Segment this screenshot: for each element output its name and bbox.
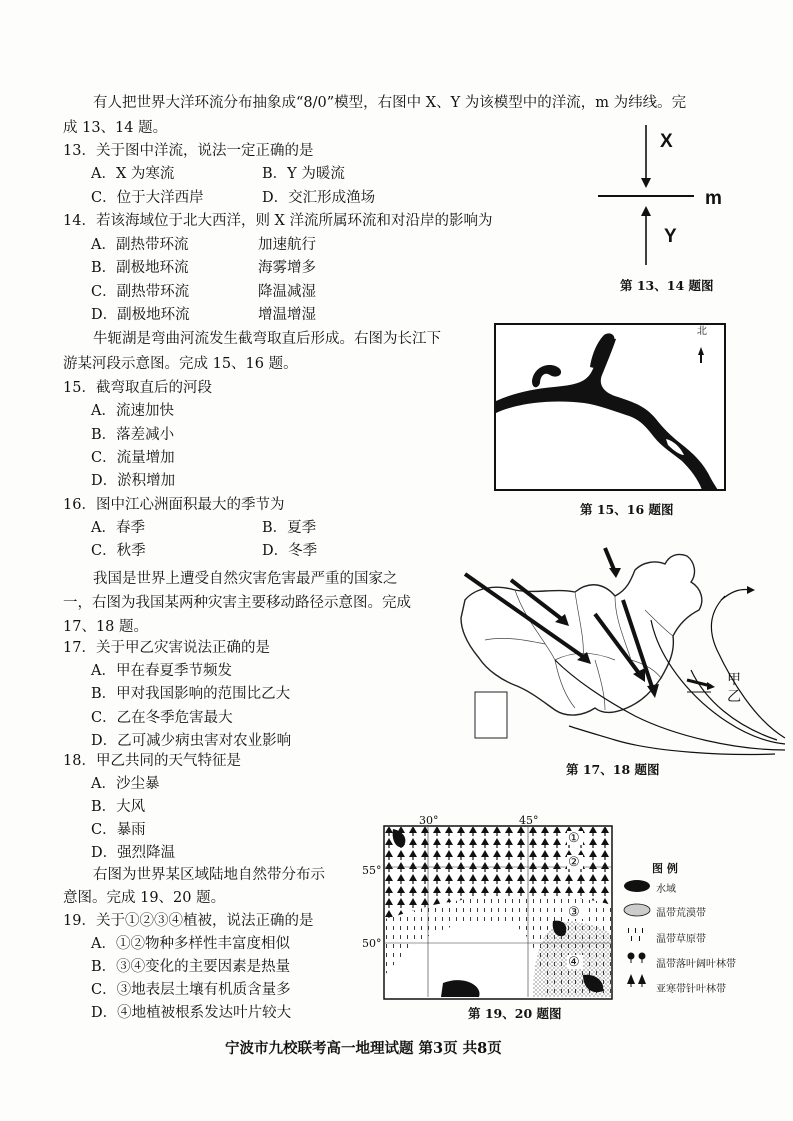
south-sea-inset [475, 692, 507, 738]
q16-option-c: C．秋季 [91, 543, 146, 559]
yi-path-6 [721, 589, 751, 600]
q18-stem: 18．甲乙共同的天气特征是 [63, 753, 241, 769]
q14-option-c-label: C．副热带环流 [91, 284, 190, 300]
legend-yi-label: 乙 [727, 689, 741, 705]
north-label: 北 [697, 326, 707, 337]
q18-option-d: D．强烈降温 [91, 845, 176, 861]
figure-17-18-caption: 第 17、18 题图 [566, 762, 660, 777]
current-y-arrowhead [641, 206, 651, 216]
yi-path-4 [569, 726, 775, 754]
q19-option-a: A．①②物种多样性丰富度相似 [91, 936, 290, 952]
q14-option-d-effect: 增温增湿 [258, 307, 316, 323]
figure-17-18 [455, 540, 790, 755]
intro-13-14-line2: 成 13、14 题。 [63, 120, 168, 136]
legend-water-swatch [624, 880, 650, 892]
legend-desert: 温带荒漠带 [656, 908, 706, 919]
q13-stem: 13．关于图中洋流，说法一定正确的是 [63, 143, 314, 159]
q14-option-b-effect: 海雾增多 [258, 260, 316, 276]
intro-15-16-line1: 牛轭湖是弯曲河流发生截弯取直后形成。右图为长江下 [93, 331, 441, 347]
q13-option-a: A．X 为寒流 [91, 166, 175, 182]
china-outline [461, 554, 702, 715]
label-m: m [705, 188, 722, 209]
zone-2-label: ② [568, 855, 580, 870]
figure-13-14-caption: 第 13、14 题图 [620, 278, 714, 293]
intro-17-18-line1: 我国是世界上遭受自然灾害危害最严重的国家之 [93, 571, 398, 587]
q13-option-c: C．位于大洋西岸 [91, 190, 204, 206]
q18-option-c: C．暴雨 [91, 822, 146, 838]
lon-45: 45° [519, 814, 539, 827]
q17-option-d: D．乙可减少病虫害对农业影响 [91, 733, 292, 749]
intro-17-18-line2: 一，右图为我国某两种灾害主要移动路径示意图。完成 [63, 595, 411, 611]
legend-symbols [622, 878, 652, 1008]
lat-55: 55° [362, 864, 382, 877]
figure-19-20-caption: 第 19、20 题图 [468, 1006, 562, 1021]
q14-option-c-effect: 降温减湿 [258, 284, 316, 300]
q14-option-b-label: B．副极地环流 [91, 260, 189, 276]
q17-option-a: A．甲在春夏季节频发 [91, 663, 232, 679]
q18-option-b: B．大风 [91, 799, 146, 815]
q19-stem: 19．关于①②③④植被，说法正确的是 [63, 913, 314, 929]
q14-option-a-label: A．副热带环流 [91, 237, 189, 253]
figure-15-16-caption: 第 15、16 题图 [580, 502, 674, 517]
current-x-arrowhead [641, 178, 651, 188]
q16-option-d: D．冬季 [262, 543, 318, 559]
q16-option-a: A．春季 [91, 520, 145, 536]
q17-option-c: C．乙在冬季危害最大 [91, 710, 233, 726]
legend-desert-swatch [624, 904, 650, 916]
q15-option-a: A．流速加快 [91, 403, 174, 419]
legend-broadleaf: 温带落叶阔叶林带 [656, 959, 736, 970]
q15-option-d: D．淤积增加 [91, 473, 176, 489]
q15-option-b: B．落差减小 [91, 427, 175, 443]
q17-stem: 17．关于甲乙灾害说法正确的是 [63, 640, 270, 656]
figure-15-16 [494, 323, 726, 491]
page-footer: 宁波市九校联考高一地理试题 第3页 共8页 [225, 1040, 502, 1057]
q13-option-b: B．Y 为暖流 [262, 166, 345, 182]
q14-stem: 14．若该海域位于北大西洋，则 X 洋流所属环流和对沿岸的影响为 [63, 213, 493, 229]
legend-jia-label: 甲 [727, 672, 741, 688]
legend-title: 图 例 [652, 862, 678, 875]
legend-water: 水域 [656, 884, 676, 895]
q14-option-a-effect: 加速航行 [258, 237, 316, 253]
intro-15-16-line2: 游某河段示意图。完成 15、16 题。 [63, 356, 298, 372]
q18-option-a: A．沙尘暴 [91, 776, 160, 792]
intro-19-20-line2: 意图。完成 19、20 题。 [63, 890, 226, 906]
q15-stem: 15．截弯取直后的河段 [63, 380, 212, 396]
label-y: Y [664, 226, 677, 247]
label-x: X [660, 131, 673, 152]
lon-30: 30° [419, 814, 439, 827]
q17-option-b: B．甲对我国影响的范围比乙大 [91, 686, 291, 702]
legend-grassland: 温带草原带 [656, 934, 706, 945]
legend-taiga-swatch [627, 974, 646, 987]
legend-grassland-swatch [628, 928, 643, 941]
zone-3-label: ③ [568, 905, 580, 920]
zone-1-label: ① [568, 831, 580, 846]
q14-option-d-label: D．副极地环流 [91, 307, 190, 323]
q15-option-c: C．流量增加 [91, 450, 175, 466]
legend-taiga: 亚寒带针叶林带 [656, 984, 726, 995]
zone-4-label: ④ [568, 955, 580, 970]
q16-stem: 16．图中江心洲面积最大的季节为 [63, 497, 285, 513]
intro-17-18-line3: 17、18 题。 [63, 619, 149, 635]
q16-option-b: B．夏季 [262, 520, 317, 536]
lat-50: 50° [362, 937, 382, 950]
legend-broadleaf-swatch [628, 953, 646, 964]
intro-19-20-line1: 右图为世界某区域陆地自然带分布示 [93, 867, 325, 883]
yi-path-3 [711, 596, 785, 738]
intro-13-14-line1: 有人把世界大洋环流分布抽象成“8/0”模型，右图中 X、Y 为该模型中的洋流，m 为纬线。完 [93, 95, 687, 111]
q19-option-b: B．③④变化的主要因素是热量 [91, 959, 291, 975]
q19-option-d: D．④地植被根系发达叶片较大 [91, 1005, 292, 1021]
q19-option-c: C．③地表层土壤有机质含量多 [91, 982, 291, 998]
q13-option-d: D．交汇形成渔场 [262, 190, 376, 206]
